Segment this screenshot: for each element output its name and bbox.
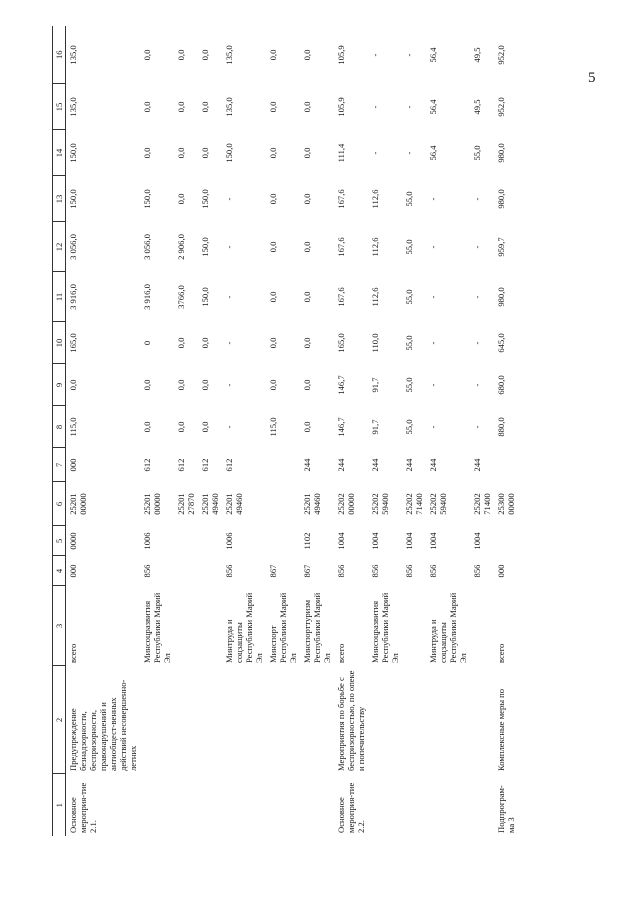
budget-table — [52, 26, 518, 836]
cell-value: - — [404, 151, 414, 155]
cell-value: 0,0 — [176, 147, 186, 159]
cell-vr: 244 — [370, 458, 380, 472]
cell-value: 112,6 — [370, 189, 380, 209]
cell-vr: 244 — [472, 458, 482, 472]
cell-vr: 612 — [224, 458, 234, 472]
cell-value: - — [370, 53, 380, 57]
cell-value: - — [404, 105, 414, 109]
cell-grbs: 000 — [496, 564, 506, 578]
cell-value: 3 916,0 — [142, 284, 152, 310]
cell-value: 3 056,0 — [142, 234, 152, 260]
cell-value: 150,0 — [200, 237, 210, 257]
cell-value: 0,0 — [302, 337, 312, 349]
cell-rzpr: 1004 — [370, 532, 380, 550]
cell-executor: всего — [68, 643, 78, 663]
col-number: 12 — [53, 222, 66, 272]
cell-csr: 25202 00000 — [336, 493, 356, 515]
cell-csr: 25201 49460 — [200, 493, 220, 515]
cell-value: 55,0 — [404, 289, 414, 305]
cell-grbs: 856 — [428, 564, 438, 578]
cell-value: 0,0 — [68, 379, 78, 391]
cell-value: - — [404, 53, 414, 57]
cell-value: 0,0 — [176, 101, 186, 113]
cell-value: 0,0 — [268, 291, 278, 303]
cell-grbs: 000 — [68, 564, 78, 578]
cell-value: 880,0 — [496, 417, 506, 437]
cell-value: 55,0 — [404, 377, 414, 393]
cell-value: 56,4 — [428, 47, 438, 63]
cell-event-name — [198, 666, 222, 774]
cell-rzpr: 1004 — [336, 532, 346, 550]
cell-value: - — [472, 341, 482, 345]
cell-value: 3 916,0 — [68, 284, 78, 310]
cell-value: 150,0 — [224, 143, 234, 163]
table-row — [266, 26, 300, 836]
cell-value: - — [224, 383, 234, 387]
cell-value: 0,0 — [200, 101, 210, 113]
cell-event-code: Основное мероприя-тие 2.1. — [68, 782, 98, 833]
cell-value: 0,0 — [200, 379, 210, 391]
cell-value: 980,0 — [496, 143, 506, 163]
cell-value: 0,0 — [302, 193, 312, 205]
cell-value: 0,0 — [200, 147, 210, 159]
cell-value: 112,6 — [370, 237, 380, 257]
cell-value: - — [224, 341, 234, 345]
cell-rzpr — [174, 526, 198, 556]
cell-executor — [174, 586, 198, 666]
cell-vr: 000 — [68, 458, 78, 472]
cell-event-code — [198, 774, 222, 836]
cell-rzpr: 1006 — [142, 532, 152, 550]
cell-grbs: 856 — [404, 564, 414, 578]
col-number: 11 — [53, 272, 66, 322]
col-number: 4 — [53, 556, 66, 586]
cell-value: 167,6 — [336, 287, 346, 307]
cell-event-code — [368, 774, 402, 836]
cell-value: - — [224, 197, 234, 201]
cell-value: 146,7 — [336, 375, 346, 395]
cell-value: - — [428, 383, 438, 387]
cell-csr: 25201 49460 — [302, 493, 322, 515]
cell-value: 0,0 — [142, 421, 152, 433]
cell-value: 980,0 — [496, 287, 506, 307]
cell-event-name — [266, 666, 300, 774]
table-row — [494, 26, 518, 836]
col-number: 14 — [53, 130, 66, 176]
table-row — [334, 26, 368, 836]
cell-value: 115,0 — [68, 417, 78, 437]
cell-value: 0,0 — [200, 421, 210, 433]
cell-grbs — [174, 556, 198, 586]
cell-executor — [198, 586, 222, 666]
cell-value: 56,4 — [428, 145, 438, 161]
cell-value: 0,0 — [302, 241, 312, 253]
col-number: 16 — [53, 26, 66, 84]
cell-value: 150,0 — [200, 189, 210, 209]
cell-value: 105,9 — [336, 97, 346, 117]
col-number: 1 — [53, 774, 66, 836]
col-number: 15 — [53, 84, 66, 130]
cell-value: 980,0 — [496, 189, 506, 209]
cell-value: 680,0 — [496, 375, 506, 395]
cell-value: 0,0 — [200, 49, 210, 61]
cell-value: 115,0 — [268, 417, 278, 437]
cell-vr: 612 — [176, 458, 186, 472]
cell-value: 0,0 — [268, 379, 278, 391]
cell-event-name — [222, 666, 266, 774]
cell-rzpr: 0000 — [68, 532, 78, 550]
cell-csr — [266, 482, 300, 526]
cell-value: - — [472, 383, 482, 387]
cell-event-code — [266, 774, 300, 836]
cell-event-code — [222, 774, 266, 836]
table-row — [402, 26, 426, 836]
table-row — [470, 26, 494, 836]
cell-event-name — [140, 666, 174, 774]
cell-vr: 244 — [404, 458, 414, 472]
col-number: 5 — [53, 526, 66, 556]
cell-value: 49,5 — [472, 47, 482, 63]
cell-executor: всего — [336, 643, 346, 663]
cell-event-name: Предупреждение безнадзорности, беспризорности, правонарушений и антиобщест-венных действий несовершенно-летних — [68, 679, 138, 771]
cell-value: 55,0 — [404, 335, 414, 351]
cell-value: 0,0 — [302, 147, 312, 159]
table-row — [368, 26, 402, 836]
cell-rzpr: 1102 — [302, 532, 312, 550]
cell-value: - — [370, 105, 380, 109]
cell-vr — [266, 448, 300, 482]
cell-value: 0,0 — [142, 379, 152, 391]
cell-value: 0,0 — [302, 421, 312, 433]
cell-executor: Минспорттуризм Республики Марий Эл — [302, 592, 332, 663]
cell-value: 55,0 — [404, 191, 414, 207]
cell-event-code: Основное мероприя-тие 2.2. — [336, 782, 366, 833]
cell-value: 645,0 — [496, 333, 506, 353]
cell-event-code — [426, 774, 470, 836]
cell-value: - — [428, 197, 438, 201]
cell-value: 105,9 — [336, 45, 346, 65]
cell-vr: 612 — [142, 458, 152, 472]
cell-value: 0,0 — [142, 49, 152, 61]
cell-csr: 25300 00000 — [496, 493, 516, 515]
cell-value: 135,0 — [68, 45, 78, 65]
cell-value: 167,6 — [336, 237, 346, 257]
cell-value: 146,7 — [336, 417, 346, 437]
cell-rzpr — [494, 526, 518, 556]
cell-event-name — [300, 666, 334, 774]
cell-grbs: 856 — [224, 564, 234, 578]
col-number: 8 — [53, 406, 66, 448]
cell-csr: 25201 00000 — [142, 493, 162, 515]
cell-grbs: 867 — [302, 564, 312, 578]
cell-value: - — [370, 151, 380, 155]
cell-value: 0,0 — [302, 291, 312, 303]
cell-value: 0,0 — [176, 193, 186, 205]
cell-value: - — [224, 425, 234, 429]
cell-value: 167,6 — [336, 189, 346, 209]
cell-value: 150,0 — [68, 189, 78, 209]
cell-grbs: 856 — [472, 564, 482, 578]
cell-value: 0,0 — [200, 337, 210, 349]
cell-value: 0,0 — [176, 379, 186, 391]
table-body — [66, 26, 519, 836]
cell-vr: 612 — [200, 458, 210, 472]
cell-value: 0,0 — [268, 147, 278, 159]
cell-value: - — [428, 295, 438, 299]
cell-value: 0,0 — [302, 101, 312, 113]
cell-value: 952,0 — [496, 45, 506, 65]
cell-event-name — [426, 666, 470, 774]
cell-csr: 25202 71400 — [404, 493, 424, 515]
cell-executor: всего — [496, 643, 506, 663]
cell-event-name: Комплексные меры по — [496, 688, 506, 771]
cell-value: - — [428, 341, 438, 345]
cell-value: 0,0 — [268, 101, 278, 113]
cell-grbs: 867 — [268, 564, 278, 578]
cell-executor — [470, 586, 494, 666]
cell-value: 3 056,0 — [68, 234, 78, 260]
cell-event-name: Мероприятия по борьбе с беспризорностью, по опеке и попечительству — [336, 670, 366, 771]
cell-csr: 25202 59400 — [428, 493, 448, 515]
cell-value: 0,0 — [176, 49, 186, 61]
cell-event-code — [402, 774, 426, 836]
col-number: 6 — [53, 482, 66, 526]
cell-rzpr — [266, 526, 300, 556]
cell-csr: 25202 59400 — [370, 493, 390, 515]
cell-value: 91,7 — [370, 419, 380, 435]
cell-value: 959,7 — [496, 237, 506, 257]
cell-value: 150,0 — [200, 287, 210, 307]
cell-vr: 244 — [428, 458, 438, 472]
cell-grbs — [198, 556, 222, 586]
cell-event-name — [174, 666, 198, 774]
col-number: 9 — [53, 364, 66, 406]
cell-value: - — [428, 245, 438, 249]
cell-value: 0,0 — [268, 49, 278, 61]
cell-vr — [494, 448, 518, 482]
cell-value: - — [472, 425, 482, 429]
cell-value: 56,4 — [428, 99, 438, 115]
cell-value: 55,0 — [472, 145, 482, 161]
column-number-row — [53, 26, 66, 836]
cell-value: 91,7 — [370, 377, 380, 393]
cell-event-code — [300, 774, 334, 836]
cell-value: 55,0 — [404, 419, 414, 435]
cell-value: 0,0 — [142, 101, 152, 113]
cell-event-code — [174, 774, 198, 836]
cell-value: 0,0 — [302, 49, 312, 61]
cell-csr: 25201 27870 — [176, 493, 196, 515]
cell-value: 135,0 — [224, 45, 234, 65]
cell-value: 150,0 — [142, 189, 152, 209]
cell-executor: Минсоцразвития Республики Марий Эл — [370, 592, 400, 663]
cell-value: 110,0 — [370, 333, 380, 353]
cell-value: 111,4 — [336, 143, 346, 163]
cell-value: - — [472, 295, 482, 299]
cell-event-code — [140, 774, 174, 836]
cell-executor — [402, 586, 426, 666]
table-row — [66, 26, 141, 836]
cell-value: 0 — [142, 340, 152, 346]
cell-value: 165,0 — [68, 333, 78, 353]
cell-vr: 244 — [302, 458, 312, 472]
cell-csr: 25201 49460 — [224, 493, 244, 515]
table-row — [300, 26, 334, 836]
table-row — [426, 26, 470, 836]
cell-executor: Минсоцразвития Республики Марий Эл — [142, 592, 172, 663]
cell-value: - — [224, 245, 234, 249]
cell-rzpr: 1004 — [404, 532, 414, 550]
cell-value: 3766,0 — [176, 285, 186, 309]
cell-event-name — [470, 666, 494, 774]
table-row — [222, 26, 266, 836]
col-number: 3 — [53, 586, 66, 666]
cell-value: - — [224, 295, 234, 299]
cell-value: 0,0 — [268, 193, 278, 205]
cell-grbs: 856 — [370, 564, 380, 578]
rotated-table-container — [52, 26, 609, 836]
cell-rzpr — [198, 526, 222, 556]
cell-csr: 25202 71400 — [472, 493, 492, 515]
table-row — [140, 26, 174, 836]
cell-event-name — [402, 666, 426, 774]
cell-vr: 244 — [336, 458, 346, 472]
cell-event-code — [470, 774, 494, 836]
cell-event-name — [368, 666, 402, 774]
cell-value: 0,0 — [176, 337, 186, 349]
cell-value: 2 906,0 — [176, 234, 186, 260]
col-number: 7 — [53, 448, 66, 482]
cell-rzpr: 1004 — [472, 532, 482, 550]
cell-value: 952,0 — [496, 97, 506, 117]
col-number: 13 — [53, 176, 66, 222]
col-number: 10 — [53, 322, 66, 364]
cell-value: - — [428, 425, 438, 429]
cell-rzpr: 1004 — [428, 532, 438, 550]
cell-value: - — [472, 245, 482, 249]
cell-executor: Минспорт Республики Марий Эл — [268, 592, 298, 663]
cell-value: 112,6 — [370, 287, 380, 307]
cell-rzpr: 1006 — [224, 532, 234, 550]
cell-value: 0,0 — [142, 147, 152, 159]
page-number: 5 — [588, 70, 596, 86]
cell-csr: 25201 00000 — [68, 493, 88, 515]
table-row — [174, 26, 198, 836]
cell-value: 0,0 — [268, 241, 278, 253]
cell-value: - — [472, 197, 482, 201]
cell-value: 135,0 — [224, 97, 234, 117]
cell-event-code: Подпрограм-ма 3 — [496, 785, 516, 833]
cell-value: 135,0 — [68, 97, 78, 117]
cell-value: 165,0 — [336, 333, 346, 353]
table-row — [198, 26, 222, 836]
cell-grbs: 856 — [336, 564, 346, 578]
cell-executor: Минтруда и соцзащиты Республики Марий Эл — [224, 592, 264, 663]
cell-executor: Минтруда и соцзащиты Республики Марий Эл — [428, 592, 468, 663]
cell-value: 0,0 — [176, 421, 186, 433]
cell-grbs: 856 — [142, 564, 152, 578]
cell-value: 0,0 — [268, 337, 278, 349]
cell-value: 55,0 — [404, 239, 414, 255]
cell-value: 150,0 — [68, 143, 78, 163]
cell-value: 49,5 — [472, 99, 482, 115]
col-number: 2 — [53, 666, 66, 774]
cell-value: 0,0 — [302, 379, 312, 391]
